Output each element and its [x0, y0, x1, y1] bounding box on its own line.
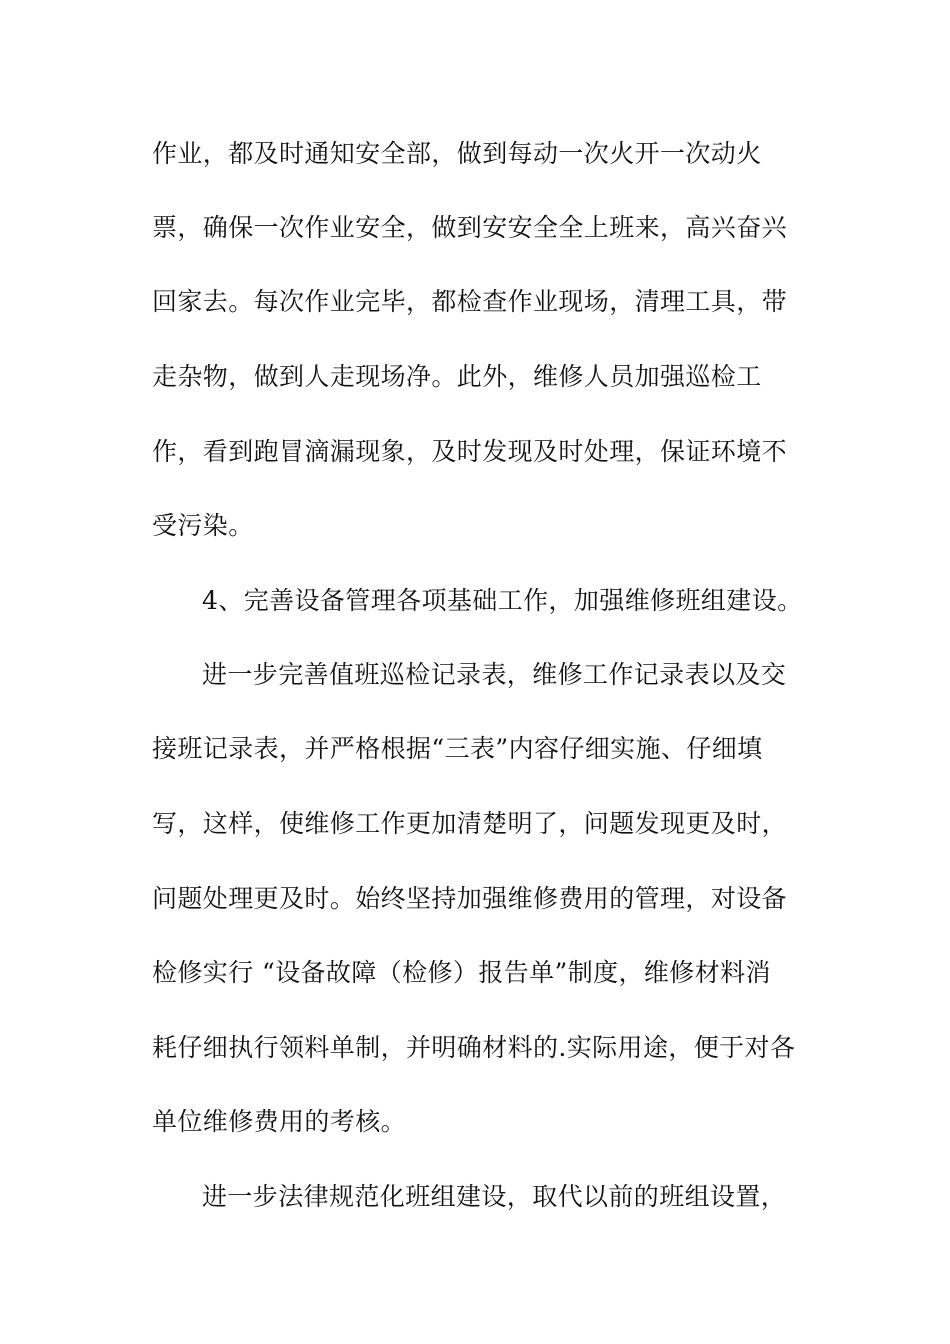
text-line: 票，确保一次作业安全，做到安安全全上班来，高兴奋兴: [152, 213, 788, 242]
text-line: 单位维修费用的考核。: [152, 1107, 407, 1136]
text-line: 进一步完善值班巡检记录表，维修工作记录表以及交: [202, 660, 787, 689]
text-line: 进一步法律规范化班组建设，取代以前的班组设置，: [202, 1182, 787, 1211]
text-line: 写，这样，使维修工作更加清楚明了，问题发现更及时，: [152, 809, 788, 838]
text-line: 接班记录表，并严格根据“三表”内容仔细实施、仔细填: [152, 734, 763, 763]
text-line: 耗仔细执行领料单制，并明确材料的.实际用途，便于对各: [152, 1033, 796, 1062]
text-line: 回家去。每次作业完毕，都检查作业现场，清理工具，带: [152, 287, 788, 316]
text-line: 问题处理更及时。始终坚持加强维修费用的管理，对设备: [152, 884, 788, 913]
section-heading: 4、完善设备管理各项基础工作，加强维修班组建设。: [202, 586, 803, 615]
text-line: 受污染。: [152, 511, 254, 540]
text-line: 作，看到跑冒滴漏现象，及时发现及时处理，保证环境不: [152, 437, 788, 466]
text-line: 作业，都及时通知安全部，做到每动一次火开一次动火: [152, 139, 762, 168]
text-line: 走杂物，做到人走现场净。此外，维修人员加强巡检工: [152, 362, 762, 391]
text-line: 检修实行 “设备故障（检修）报告单”制度，维修材料消: [152, 958, 771, 987]
